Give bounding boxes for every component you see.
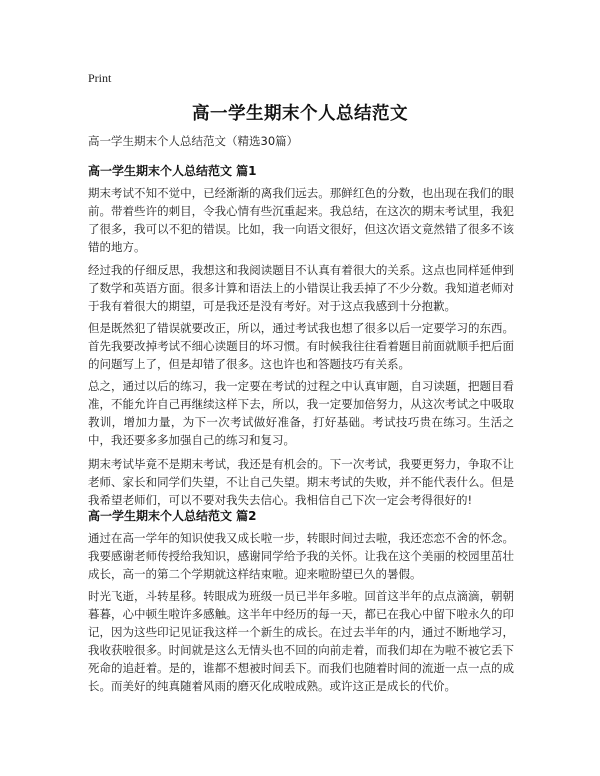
paragraph: 经过我的仔细反思，我想这和我阅读题目不认真有着很大的关系。这点也同样延伸到了数学和英语方面。很多计算和语法上的小错误让我丢掉了不少分数。我知道老师对于我有着很大的期望，可是我还是没有考好。对于这点我感到十分抱歉。 bbox=[88, 263, 514, 313]
page-title: 高一学生期末个人总结范文 bbox=[192, 104, 408, 124]
paragraph: 总之，通过以后的练习，我一定要在考试的过程之中认真审题，自习读题，把题目看准，不能允许自己再继续这样下去，所以，我一定要加倍努力，从这次考试之中吸取教训，增加力量，为下一次考试做好准备，打好基础。考试技巧贵在练习。生活之中，我还要多多加强自己的练习和复习。 bbox=[88, 379, 514, 447]
paragraph: 但是既然犯了错误就要改正，所以，通过考试我也想了很多以后一定要学习的东西。首先我要改掉考试不细心读题目的坏习惯。有时候我往往看着题目前面就顺手把后面的问题写上了，但是却错了很多。这也许也和答题技巧有关系。 bbox=[88, 321, 514, 371]
document-subtitle: 高一学生期末个人总结范文（精选30篇） bbox=[88, 134, 299, 148]
paragraph: 时光飞逝，斗转星移。转眼成为班级一员已半年多啦。回首这半年的点点滴滴，朝朝暮暮，心中顿生啦许多感触。这半年中经历的每一天，都已在我心中留下啦永久的印记，因为这些印记见证我这样一个新生的成长。在过去半年的内，通过不断地学习，我收获啦很多。时间就是这么无情头也不回的向前走着，而我们却在为啦不被它丢下死命的追赶着。是的，谁都不想被时间丢下。而我们也随着时间的流逝一点一点的成长。而美好的纯真随着风雨的磨灭化成啦成熟。或许这正是成长的代价。 bbox=[88, 589, 514, 693]
print-label: Print bbox=[88, 71, 112, 85]
section-heading-2: 高一学生期末个人总结范文 篇2 bbox=[88, 509, 257, 523]
paragraph: 期末考试不知不觉中，已经渐渐的离我们远去。那鲜红色的分数，也出现在我们的眼前。带着些许的刺目，令我心情有些沉重起来。我总结，在这次的期末考试里，我犯了很多，我可以不犯的错误。比如，我一向语文很好，但这次语文竟然错了很多不该错的地方。 bbox=[88, 186, 514, 254]
paragraph: 期末考试毕竟不是期末考试，我还是有机会的。下一次考试，我要更努力，争取不让老师、家长和同学们失望，不让自己失望。期末考试的失败，并不能代表什么。但是我希望老师们，可以不要对我失去信心。我相信自己下次一定会考得很好的! bbox=[88, 457, 514, 507]
section-heading-1: 高一学生期末个人总结范文 篇1 bbox=[88, 164, 257, 178]
paragraph: 通过在高一学年的知识使我又成长啦一步，转眼时间过去啦，我还恋恋不舍的怀念。我要感谢老师传授给我知识，感谢同学给予我的关怀。让我在这个美丽的校园里茁壮成长，高一的第二个学期就这样结束啦。迎来啦盼望已久的暑假。 bbox=[88, 531, 514, 581]
